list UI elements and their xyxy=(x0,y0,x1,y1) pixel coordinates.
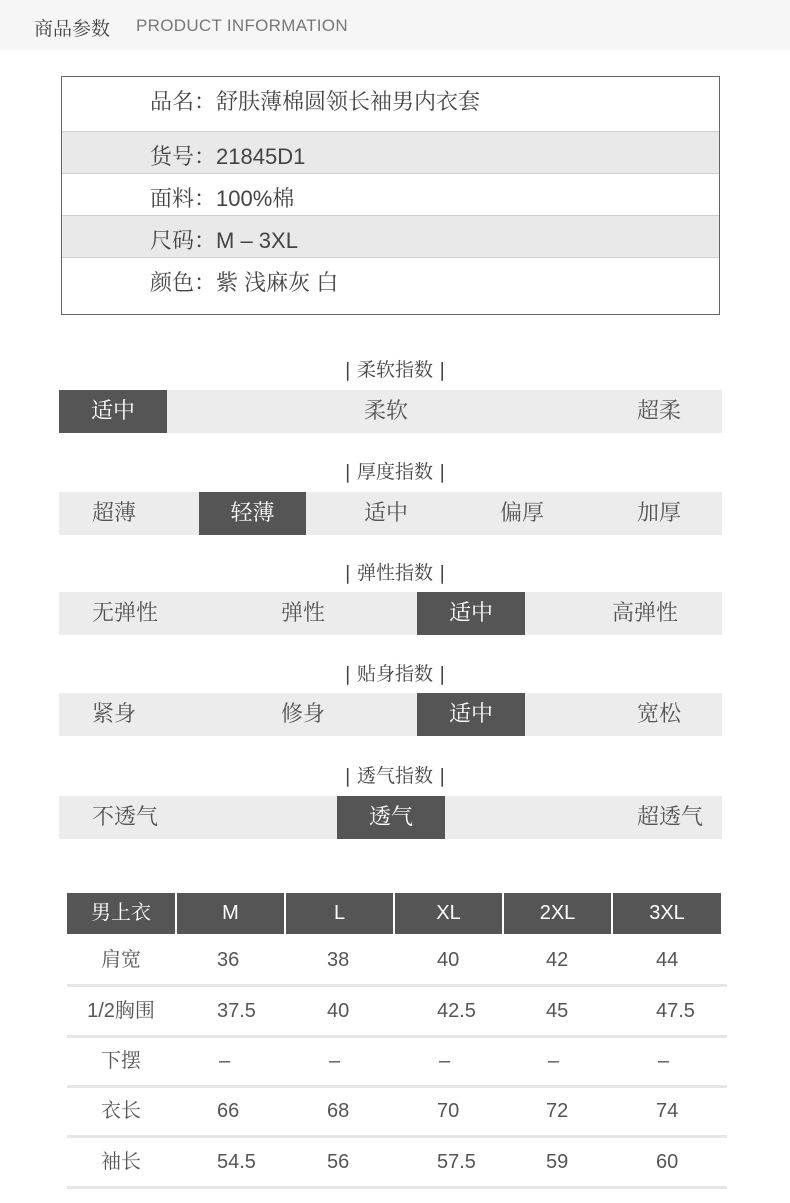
breathability-option-super: 超透气 xyxy=(637,805,704,830)
row-label-length: 衣长 xyxy=(101,1100,141,1122)
table-cell: 70 xyxy=(437,1100,460,1122)
info-value: M – 3XL xyxy=(216,228,298,253)
breathability-option-none: 不透气 xyxy=(92,805,159,830)
fit-option-loose: 宽松 xyxy=(637,702,682,727)
softness-option-soft: 柔软 xyxy=(364,399,409,424)
table-cell: – xyxy=(548,1050,560,1072)
section-title-en: PRODUCT INFORMATION xyxy=(136,16,348,35)
table-cell: 60 xyxy=(656,1151,679,1173)
info-row-sku xyxy=(62,131,719,173)
softness-option-super-soft: 超柔 xyxy=(637,399,682,424)
table-cell: 68 xyxy=(327,1100,350,1122)
thickness-option-thin: 轻薄 xyxy=(199,492,306,535)
table-cell: 57.5 xyxy=(437,1151,476,1173)
info-label: 尺码： xyxy=(150,229,217,254)
table-cell: 54.5 xyxy=(217,1151,256,1173)
thickness-option-ultra-thin: 超薄 xyxy=(92,501,137,526)
table-cell: 44 xyxy=(656,949,679,971)
table-cell: 40 xyxy=(437,949,460,971)
info-label: 面料： xyxy=(150,187,217,212)
size-table-header-m: M xyxy=(177,893,284,934)
breathability-index-title: | 透气指数 | xyxy=(344,765,446,787)
table-cell: 40 xyxy=(327,1000,350,1022)
info-row-color xyxy=(62,257,719,299)
table-cell: – xyxy=(219,1050,231,1072)
table-cell: – xyxy=(658,1050,670,1072)
fit-index-title: | 贴身指数 | xyxy=(344,663,446,685)
info-label: 货号： xyxy=(150,145,217,170)
size-table-header-garment: 男上衣 xyxy=(67,893,175,934)
table-cell: – xyxy=(439,1050,451,1072)
elasticity-option-high: 高弹性 xyxy=(612,601,679,626)
breathability-index-bar xyxy=(59,796,722,839)
info-row-fabric xyxy=(62,173,719,215)
table-row xyxy=(67,937,727,987)
info-label: 品名： xyxy=(150,90,217,115)
size-table-header-l: L xyxy=(286,893,393,934)
thickness-index-title: | 厚度指数 | xyxy=(344,461,446,483)
table-cell: 74 xyxy=(656,1100,679,1122)
fit-option-moderate: 适中 xyxy=(417,693,525,736)
row-label-hem: 下摆 xyxy=(101,1050,141,1072)
table-row xyxy=(67,1088,727,1138)
size-table-header-xl: XL xyxy=(395,893,502,934)
section-header xyxy=(0,0,790,50)
info-value: 紫 浅麻灰 白 xyxy=(216,270,339,295)
table-cell: 36 xyxy=(217,949,240,971)
elasticity-index-title: | 弹性指数 | xyxy=(344,562,446,584)
table-cell: 37.5 xyxy=(217,1000,256,1022)
elasticity-option-none: 无弹性 xyxy=(92,601,159,626)
thickness-option-thick: 偏厚 xyxy=(500,501,545,526)
row-divider xyxy=(67,1186,727,1189)
table-cell: 38 xyxy=(327,949,350,971)
section-title-cn: 商品参数 xyxy=(34,18,111,40)
product-info-table xyxy=(61,76,720,315)
row-divider xyxy=(67,984,727,987)
table-row xyxy=(67,1139,727,1189)
info-label: 颜色： xyxy=(150,271,217,296)
table-cell: 42.5 xyxy=(437,1000,476,1022)
thickness-option-extra-thick: 加厚 xyxy=(637,501,682,526)
info-value: 21845D1 xyxy=(216,144,306,169)
softness-index-bar xyxy=(59,390,722,433)
thickness-option-moderate: 适中 xyxy=(364,501,409,526)
info-value: 舒肤薄棉圆领长袖男内衣套 xyxy=(216,89,481,114)
table-cell: 45 xyxy=(546,1000,569,1022)
softness-option-moderate: 适中 xyxy=(59,390,167,433)
info-row-name xyxy=(62,77,719,119)
table-cell: 56 xyxy=(327,1151,350,1173)
fit-option-tight: 紧身 xyxy=(92,702,137,727)
row-label-half-chest: 1/2胸围 xyxy=(87,1000,155,1022)
table-cell: 72 xyxy=(546,1100,569,1122)
table-row xyxy=(67,988,727,1038)
thickness-index-bar xyxy=(59,492,722,535)
size-table-header-2xl: 2XL xyxy=(504,893,611,934)
table-cell: 59 xyxy=(546,1151,569,1173)
softness-index-title: | 柔软指数 | xyxy=(344,359,446,381)
table-cell: 66 xyxy=(217,1100,240,1122)
elasticity-option-elastic: 弹性 xyxy=(281,601,326,626)
table-cell: 42 xyxy=(546,949,569,971)
size-table-header-3xl: 3XL xyxy=(613,893,721,934)
fit-option-slim: 修身 xyxy=(281,702,326,727)
table-cell: – xyxy=(329,1050,341,1072)
elasticity-option-moderate: 适中 xyxy=(417,592,525,635)
row-label-sleeve: 袖长 xyxy=(101,1151,141,1173)
row-divider xyxy=(67,1135,727,1138)
breathability-option-breathable: 透气 xyxy=(337,796,445,839)
table-cell: 47.5 xyxy=(656,1000,695,1022)
table-row xyxy=(67,1038,727,1088)
fit-index-bar xyxy=(59,693,722,736)
elasticity-index-bar xyxy=(59,592,722,635)
info-row-size xyxy=(62,215,719,257)
row-label-shoulder: 肩宽 xyxy=(101,949,141,971)
info-value: 100%棉 xyxy=(216,186,295,211)
